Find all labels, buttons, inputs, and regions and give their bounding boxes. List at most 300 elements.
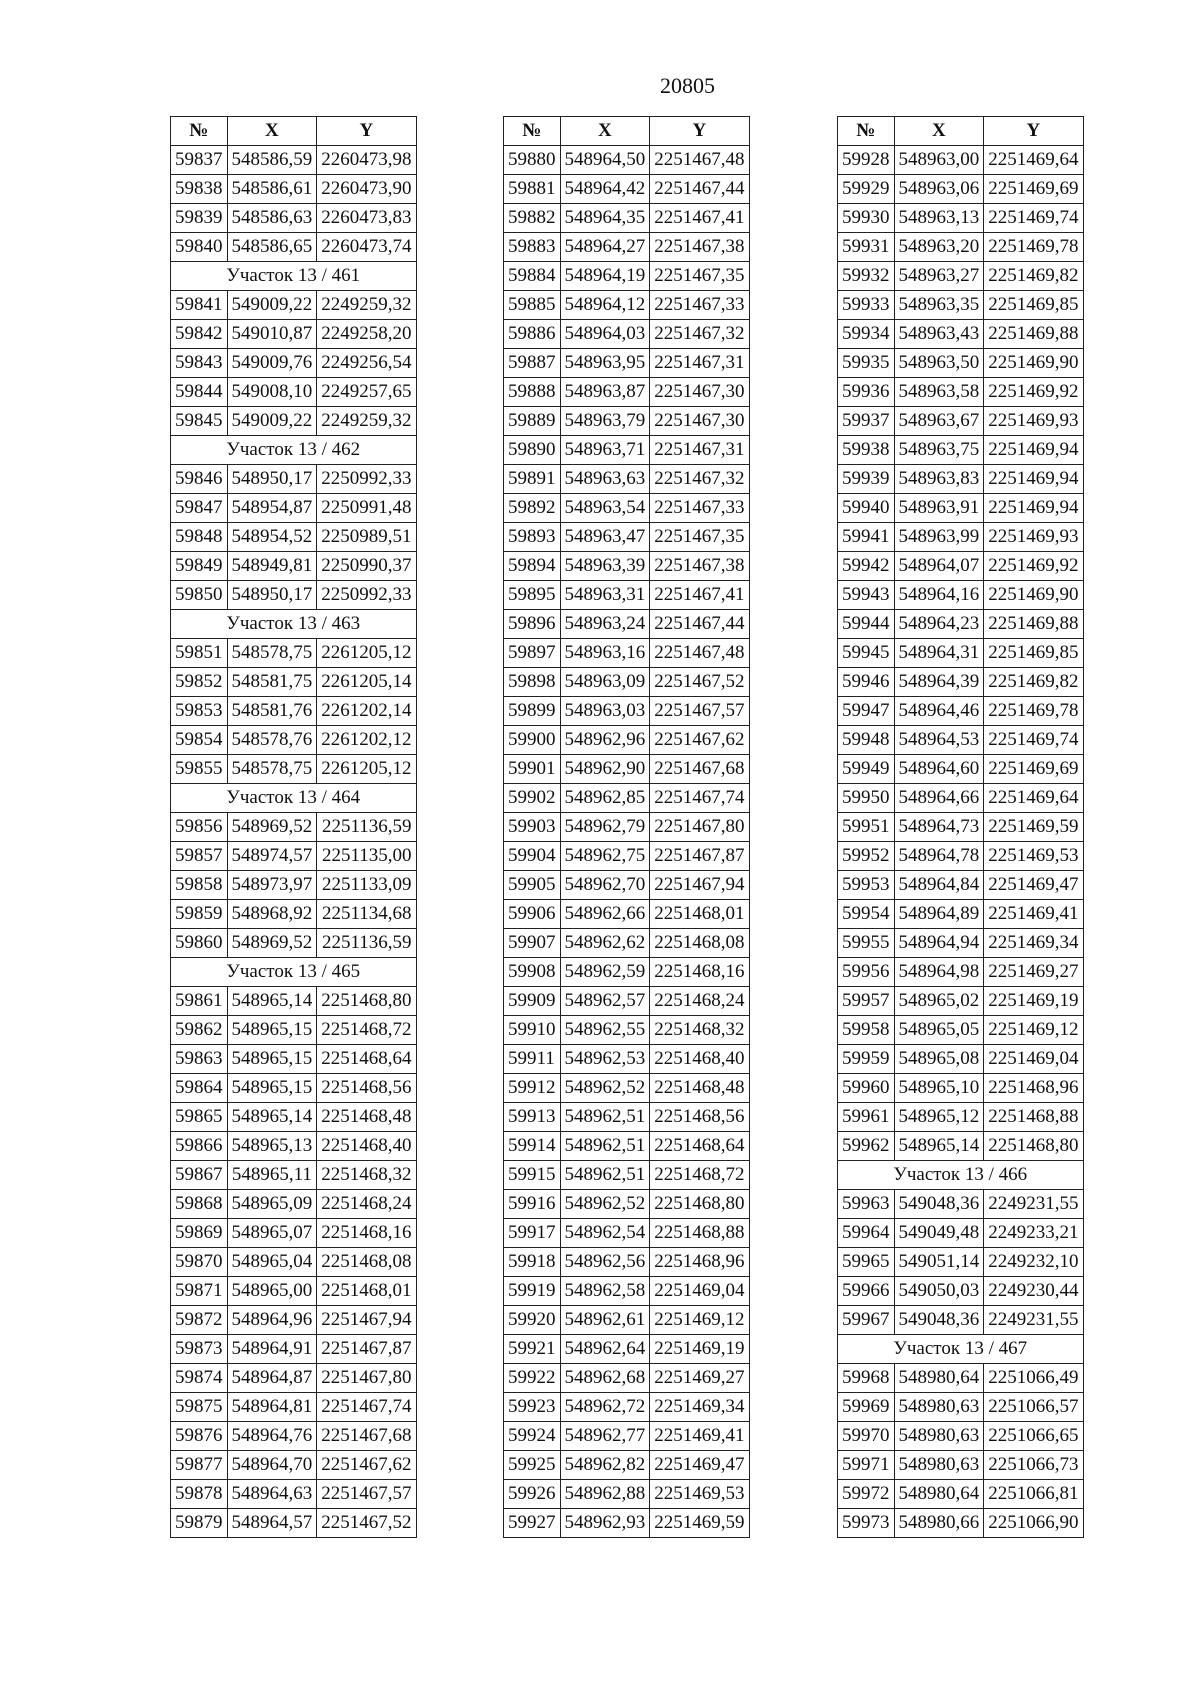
y-coordinate-cell: 2251469,82 [984, 262, 1083, 291]
point-number-cell: 59880 [504, 146, 561, 175]
table-row [838, 668, 1084, 697]
point-number-cell: 59970 [838, 1422, 895, 1451]
x-coordinate-cell: 548962,55 [560, 1016, 650, 1045]
y-coordinate-cell: 2251467,52 [650, 668, 749, 697]
y-coordinate-cell: 2251467,41 [650, 581, 749, 610]
y-coordinate-cell: 2251468,01 [650, 900, 749, 929]
point-number-cell: 59969 [838, 1393, 895, 1422]
table-row [838, 1074, 1084, 1103]
y-coordinate-cell: 2251467,87 [650, 842, 749, 871]
x-coordinate-cell: 548963,16 [560, 639, 650, 668]
y-coordinate-cell: 2251469,19 [650, 1335, 749, 1364]
point-number-cell: 59962 [838, 1132, 895, 1161]
table-row [504, 610, 750, 639]
y-coordinate-cell: 2251469,27 [984, 958, 1083, 987]
y-coordinate-cell: 2249258,20 [317, 320, 416, 349]
x-coordinate-cell: 548964,76 [227, 1422, 317, 1451]
y-coordinate-cell: 2251469,88 [984, 320, 1083, 349]
y-coordinate-cell: 2251469,12 [984, 1016, 1083, 1045]
table-row [838, 900, 1084, 929]
table-row [171, 523, 417, 552]
point-number-cell: 59973 [838, 1509, 895, 1538]
x-coordinate-cell: 548964,78 [894, 842, 984, 871]
table-row [504, 175, 750, 204]
x-coordinate-cell: 548963,91 [894, 494, 984, 523]
table-row [171, 1480, 417, 1509]
x-coordinate-cell: 549008,10 [227, 378, 317, 407]
x-coordinate-cell: 548962,93 [560, 1509, 650, 1538]
table-row [171, 175, 417, 204]
y-coordinate-cell: 2251467,74 [317, 1393, 416, 1422]
table-row [838, 552, 1084, 581]
x-coordinate-cell: 548965,05 [894, 1016, 984, 1045]
table-row [171, 929, 417, 958]
point-number-cell: 59856 [171, 813, 228, 842]
point-number-cell: 59881 [504, 175, 561, 204]
table-row [838, 1364, 1084, 1393]
x-coordinate-cell: 548964,12 [560, 291, 650, 320]
table-row [838, 1248, 1084, 1277]
x-coordinate-cell: 548963,99 [894, 523, 984, 552]
y-coordinate-cell: 2251066,49 [984, 1364, 1083, 1393]
table-row [504, 668, 750, 697]
x-coordinate-cell: 548965,13 [227, 1132, 317, 1161]
y-coordinate-cell: 2251469,92 [984, 378, 1083, 407]
x-coordinate-cell: 548973,97 [227, 871, 317, 900]
x-coordinate-cell: 548962,85 [560, 784, 650, 813]
section-row [838, 1335, 1084, 1364]
point-number-cell: 59900 [504, 726, 561, 755]
table-row [838, 1393, 1084, 1422]
y-coordinate-cell: 2251468,88 [984, 1103, 1083, 1132]
point-number-cell: 59929 [838, 175, 895, 204]
point-number-cell: 59870 [171, 1248, 228, 1277]
y-coordinate-cell: 2251469,94 [984, 436, 1083, 465]
table-header-row [838, 117, 1084, 146]
section-label: Участок 13 / 465 [171, 958, 417, 987]
point-number-cell: 59913 [504, 1103, 561, 1132]
point-number-cell: 59863 [171, 1045, 228, 1074]
table-row [504, 900, 750, 929]
point-number-cell: 59922 [504, 1364, 561, 1393]
x-coordinate-cell: 549048,36 [894, 1306, 984, 1335]
y-coordinate-cell: 2261205,12 [317, 755, 416, 784]
table-row [171, 639, 417, 668]
point-number-cell: 59938 [838, 436, 895, 465]
y-coordinate-cell: 2251468,40 [317, 1132, 416, 1161]
y-coordinate-cell: 2251468,32 [317, 1161, 416, 1190]
x-coordinate-cell: 548578,76 [227, 726, 317, 755]
point-number-cell: 59853 [171, 697, 228, 726]
y-coordinate-cell: 2251469,41 [984, 900, 1083, 929]
y-coordinate-cell: 2251136,59 [317, 929, 416, 958]
table-row [171, 1277, 417, 1306]
table-row [171, 697, 417, 726]
y-coordinate-cell: 2251468,80 [317, 987, 416, 1016]
x-coordinate-cell: 548962,51 [560, 1161, 650, 1190]
point-number-cell: 59951 [838, 813, 895, 842]
point-number-cell: 59840 [171, 233, 228, 262]
y-coordinate-cell: 2249231,55 [984, 1190, 1083, 1219]
table-row [838, 233, 1084, 262]
point-number-cell: 59899 [504, 697, 561, 726]
point-number-cell: 59887 [504, 349, 561, 378]
table-row [504, 581, 750, 610]
point-number-cell: 59956 [838, 958, 895, 987]
x-coordinate-cell: 548980,63 [894, 1393, 984, 1422]
table-row [838, 610, 1084, 639]
table-row [504, 552, 750, 581]
x-coordinate-cell: 548968,92 [227, 900, 317, 929]
x-coordinate-cell: 548964,03 [560, 320, 650, 349]
x-coordinate-cell: 548980,63 [894, 1451, 984, 1480]
point-number-cell: 59874 [171, 1364, 228, 1393]
table-row [171, 233, 417, 262]
table-row [171, 813, 417, 842]
point-number-cell: 59911 [504, 1045, 561, 1074]
y-coordinate-cell: 2251468,96 [984, 1074, 1083, 1103]
y-coordinate-cell: 2251468,08 [317, 1248, 416, 1277]
x-coordinate-cell: 548965,02 [894, 987, 984, 1016]
x-coordinate-cell: 548964,35 [560, 204, 650, 233]
table-row [838, 262, 1084, 291]
y-coordinate-cell: 2251467,48 [650, 146, 749, 175]
table-row [171, 581, 417, 610]
y-coordinate-cell: 2251469,53 [984, 842, 1083, 871]
y-coordinate-cell: 2251467,68 [650, 755, 749, 784]
point-number-cell: 59934 [838, 320, 895, 349]
point-number-cell: 59964 [838, 1219, 895, 1248]
y-coordinate-cell: 2251469,69 [984, 175, 1083, 204]
table-row [171, 1306, 417, 1335]
point-number-cell: 59903 [504, 813, 561, 842]
x-coordinate-cell: 548969,52 [227, 929, 317, 958]
y-coordinate-cell: 2251468,08 [650, 929, 749, 958]
table-row [171, 291, 417, 320]
point-number-cell: 59897 [504, 639, 561, 668]
point-number-cell: 59966 [838, 1277, 895, 1306]
table-row [504, 204, 750, 233]
y-coordinate-cell: 2251135,00 [317, 842, 416, 871]
section-row [838, 1161, 1084, 1190]
x-coordinate-cell: 548963,67 [894, 407, 984, 436]
x-coordinate-cell: 548963,43 [894, 320, 984, 349]
y-coordinate-cell: 2261205,12 [317, 639, 416, 668]
point-number-cell: 59868 [171, 1190, 228, 1219]
y-coordinate-cell: 2251468,80 [650, 1190, 749, 1219]
x-coordinate-cell: 548964,73 [894, 813, 984, 842]
point-number-cell: 59845 [171, 407, 228, 436]
point-number-cell: 59891 [504, 465, 561, 494]
table-row [504, 1335, 750, 1364]
table-row [171, 349, 417, 378]
x-coordinate-cell: 548964,98 [894, 958, 984, 987]
x-coordinate-cell: 548965,14 [894, 1132, 984, 1161]
point-number-cell: 59943 [838, 581, 895, 610]
y-coordinate-cell: 2251467,87 [317, 1335, 416, 1364]
table-row [504, 1248, 750, 1277]
y-coordinate-cell: 2251467,57 [650, 697, 749, 726]
x-coordinate-cell: 548962,88 [560, 1480, 650, 1509]
table-row [171, 1451, 417, 1480]
y-coordinate-cell: 2251467,74 [650, 784, 749, 813]
table-row [504, 1016, 750, 1045]
x-coordinate-cell: 548963,95 [560, 349, 650, 378]
section-label: Участок 13 / 461 [171, 262, 417, 291]
y-coordinate-cell: 2251467,33 [650, 291, 749, 320]
x-coordinate-cell: 548963,24 [560, 610, 650, 639]
y-coordinate-cell: 2250989,51 [317, 523, 416, 552]
table-row [504, 871, 750, 900]
point-number-cell: 59965 [838, 1248, 895, 1277]
point-number-cell: 59942 [838, 552, 895, 581]
table-row [838, 871, 1084, 900]
table-row [504, 436, 750, 465]
table-row [504, 813, 750, 842]
x-coordinate-cell: 548964,91 [227, 1335, 317, 1364]
table-row [171, 987, 417, 1016]
y-coordinate-cell: 2251468,64 [317, 1045, 416, 1074]
table-row [171, 1103, 417, 1132]
table-row [171, 842, 417, 871]
table-row [838, 465, 1084, 494]
table-row [838, 146, 1084, 175]
table-row [838, 784, 1084, 813]
point-number-cell: 59958 [838, 1016, 895, 1045]
y-coordinate-cell: 2251468,96 [650, 1248, 749, 1277]
point-number-cell: 59937 [838, 407, 895, 436]
point-number-cell: 59906 [504, 900, 561, 929]
point-number-cell: 59952 [838, 842, 895, 871]
point-number-cell: 59917 [504, 1219, 561, 1248]
point-number-cell: 59949 [838, 755, 895, 784]
point-number-cell: 59972 [838, 1480, 895, 1509]
x-coordinate-cell: 548962,70 [560, 871, 650, 900]
point-number-cell: 59947 [838, 697, 895, 726]
y-coordinate-cell: 2251469,41 [650, 1422, 749, 1451]
table-row [838, 929, 1084, 958]
x-coordinate-cell: 548963,75 [894, 436, 984, 465]
y-coordinate-cell: 2251469,34 [650, 1393, 749, 1422]
table-row [838, 1190, 1084, 1219]
x-coordinate-cell: 549049,48 [894, 1219, 984, 1248]
point-number-cell: 59955 [838, 929, 895, 958]
x-coordinate-cell: 548962,75 [560, 842, 650, 871]
section-label: Участок 13 / 464 [171, 784, 417, 813]
x-coordinate-cell: 548965,14 [227, 987, 317, 1016]
point-number-cell: 59912 [504, 1074, 561, 1103]
point-number-cell: 59849 [171, 552, 228, 581]
table-header-row [171, 117, 417, 146]
table-row [171, 900, 417, 929]
table-row [504, 726, 750, 755]
x-coordinate-cell: 548964,66 [894, 784, 984, 813]
y-coordinate-cell: 2251468,16 [650, 958, 749, 987]
table-row [171, 407, 417, 436]
table-row [838, 958, 1084, 987]
point-number-cell: 59935 [838, 349, 895, 378]
x-coordinate-cell: 548963,47 [560, 523, 650, 552]
y-coordinate-cell: 2260473,83 [317, 204, 416, 233]
y-coordinate-cell: 2251467,94 [650, 871, 749, 900]
point-number-cell: 59850 [171, 581, 228, 610]
table-row [504, 1364, 750, 1393]
header-y: Y [317, 117, 416, 146]
y-coordinate-cell: 2251467,41 [650, 204, 749, 233]
table-row [504, 958, 750, 987]
point-number-cell: 59855 [171, 755, 228, 784]
point-number-cell: 59875 [171, 1393, 228, 1422]
point-number-cell: 59961 [838, 1103, 895, 1132]
table-row [171, 494, 417, 523]
table-row [171, 668, 417, 697]
header-x: X [560, 117, 650, 146]
x-coordinate-cell: 548950,17 [227, 581, 317, 610]
point-number-cell: 59883 [504, 233, 561, 262]
y-coordinate-cell: 2251133,09 [317, 871, 416, 900]
x-coordinate-cell: 548963,09 [560, 668, 650, 697]
y-coordinate-cell: 2251468,56 [650, 1103, 749, 1132]
point-number-cell: 59924 [504, 1422, 561, 1451]
point-number-cell: 59910 [504, 1016, 561, 1045]
table-row [838, 320, 1084, 349]
x-coordinate-cell: 548581,76 [227, 697, 317, 726]
point-number-cell: 59890 [504, 436, 561, 465]
x-coordinate-cell: 548965,15 [227, 1016, 317, 1045]
x-coordinate-cell: 548963,00 [894, 146, 984, 175]
y-coordinate-cell: 2251469,92 [984, 552, 1083, 581]
x-coordinate-cell: 549048,36 [894, 1190, 984, 1219]
y-coordinate-cell: 2251468,40 [650, 1045, 749, 1074]
table-row [504, 1074, 750, 1103]
table-row [838, 987, 1084, 1016]
point-number-cell: 59931 [838, 233, 895, 262]
y-coordinate-cell: 2251469,59 [650, 1509, 749, 1538]
y-coordinate-cell: 2251467,62 [650, 726, 749, 755]
x-coordinate-cell: 548964,94 [894, 929, 984, 958]
table-row [838, 378, 1084, 407]
x-coordinate-cell: 548963,87 [560, 378, 650, 407]
y-coordinate-cell: 2249259,32 [317, 407, 416, 436]
table-row [171, 1393, 417, 1422]
x-coordinate-cell: 548962,51 [560, 1132, 650, 1161]
point-number-cell: 59860 [171, 929, 228, 958]
point-number-cell: 59852 [171, 668, 228, 697]
x-coordinate-cell: 548578,75 [227, 639, 317, 668]
table-row [838, 1509, 1084, 1538]
point-number-cell: 59927 [504, 1509, 561, 1538]
table-row [504, 784, 750, 813]
point-number-cell: 59889 [504, 407, 561, 436]
point-number-cell: 59837 [171, 146, 228, 175]
section-label: Участок 13 / 462 [171, 436, 417, 465]
table-row [838, 1422, 1084, 1451]
x-coordinate-cell: 549050,03 [894, 1277, 984, 1306]
section-row [171, 958, 417, 987]
table-row [838, 1016, 1084, 1045]
x-coordinate-cell: 548963,27 [894, 262, 984, 291]
x-coordinate-cell: 548586,65 [227, 233, 317, 262]
x-coordinate-cell: 548965,14 [227, 1103, 317, 1132]
y-coordinate-cell: 2251469,69 [984, 755, 1083, 784]
x-coordinate-cell: 548980,66 [894, 1509, 984, 1538]
x-coordinate-cell: 548963,35 [894, 291, 984, 320]
point-number-cell: 59895 [504, 581, 561, 610]
y-coordinate-cell: 2251066,65 [984, 1422, 1083, 1451]
y-coordinate-cell: 2251066,90 [984, 1509, 1083, 1538]
point-number-cell: 59885 [504, 291, 561, 320]
x-coordinate-cell: 548964,16 [894, 581, 984, 610]
point-number-cell: 59967 [838, 1306, 895, 1335]
y-coordinate-cell: 2251467,94 [317, 1306, 416, 1335]
y-coordinate-cell: 2251136,59 [317, 813, 416, 842]
x-coordinate-cell: 548963,20 [894, 233, 984, 262]
y-coordinate-cell: 2251469,88 [984, 610, 1083, 639]
y-coordinate-cell: 2251467,30 [650, 407, 749, 436]
x-coordinate-cell: 548962,52 [560, 1190, 650, 1219]
x-coordinate-cell: 548962,72 [560, 1393, 650, 1422]
y-coordinate-cell: 2251469,47 [984, 871, 1083, 900]
point-number-cell: 59846 [171, 465, 228, 494]
x-coordinate-cell: 548586,59 [227, 146, 317, 175]
table-row [838, 1480, 1084, 1509]
table-row [504, 262, 750, 291]
point-number-cell: 59872 [171, 1306, 228, 1335]
y-coordinate-cell: 2251469,94 [984, 494, 1083, 523]
y-coordinate-cell: 2251469,12 [650, 1306, 749, 1335]
y-coordinate-cell: 2260473,74 [317, 233, 416, 262]
point-number-cell: 59859 [171, 900, 228, 929]
y-coordinate-cell: 2251468,80 [984, 1132, 1083, 1161]
section-row [171, 262, 417, 291]
table-row [171, 1509, 417, 1538]
point-number-cell: 59876 [171, 1422, 228, 1451]
y-coordinate-cell: 2251468,56 [317, 1074, 416, 1103]
header-y: Y [984, 117, 1083, 146]
header-number: № [838, 117, 895, 146]
point-number-cell: 59886 [504, 320, 561, 349]
y-coordinate-cell: 2249259,32 [317, 291, 416, 320]
point-number-cell: 59858 [171, 871, 228, 900]
y-coordinate-cell: 2251469,78 [984, 697, 1083, 726]
table-row [171, 1132, 417, 1161]
x-coordinate-cell: 548964,63 [227, 1480, 317, 1509]
y-coordinate-cell: 2261202,14 [317, 697, 416, 726]
y-coordinate-cell: 2251467,32 [650, 465, 749, 494]
point-number-cell: 59893 [504, 523, 561, 552]
point-number-cell: 59894 [504, 552, 561, 581]
y-coordinate-cell: 2251469,93 [984, 523, 1083, 552]
point-number-cell: 59925 [504, 1451, 561, 1480]
section-label: Участок 13 / 467 [838, 1335, 1084, 1364]
x-coordinate-cell: 548965,11 [227, 1161, 317, 1190]
x-coordinate-cell: 548980,63 [894, 1422, 984, 1451]
y-coordinate-cell: 2251467,44 [650, 610, 749, 639]
y-coordinate-cell: 2251468,72 [317, 1016, 416, 1045]
table-row [504, 465, 750, 494]
table-row [838, 1103, 1084, 1132]
y-coordinate-cell: 2251469,82 [984, 668, 1083, 697]
x-coordinate-cell: 548962,66 [560, 900, 650, 929]
table-row [838, 407, 1084, 436]
point-number-cell: 59865 [171, 1103, 228, 1132]
point-number-cell: 59904 [504, 842, 561, 871]
point-number-cell: 59847 [171, 494, 228, 523]
table-row [171, 378, 417, 407]
x-coordinate-cell: 548964,96 [227, 1306, 317, 1335]
point-number-cell: 59936 [838, 378, 895, 407]
x-coordinate-cell: 548964,46 [894, 697, 984, 726]
